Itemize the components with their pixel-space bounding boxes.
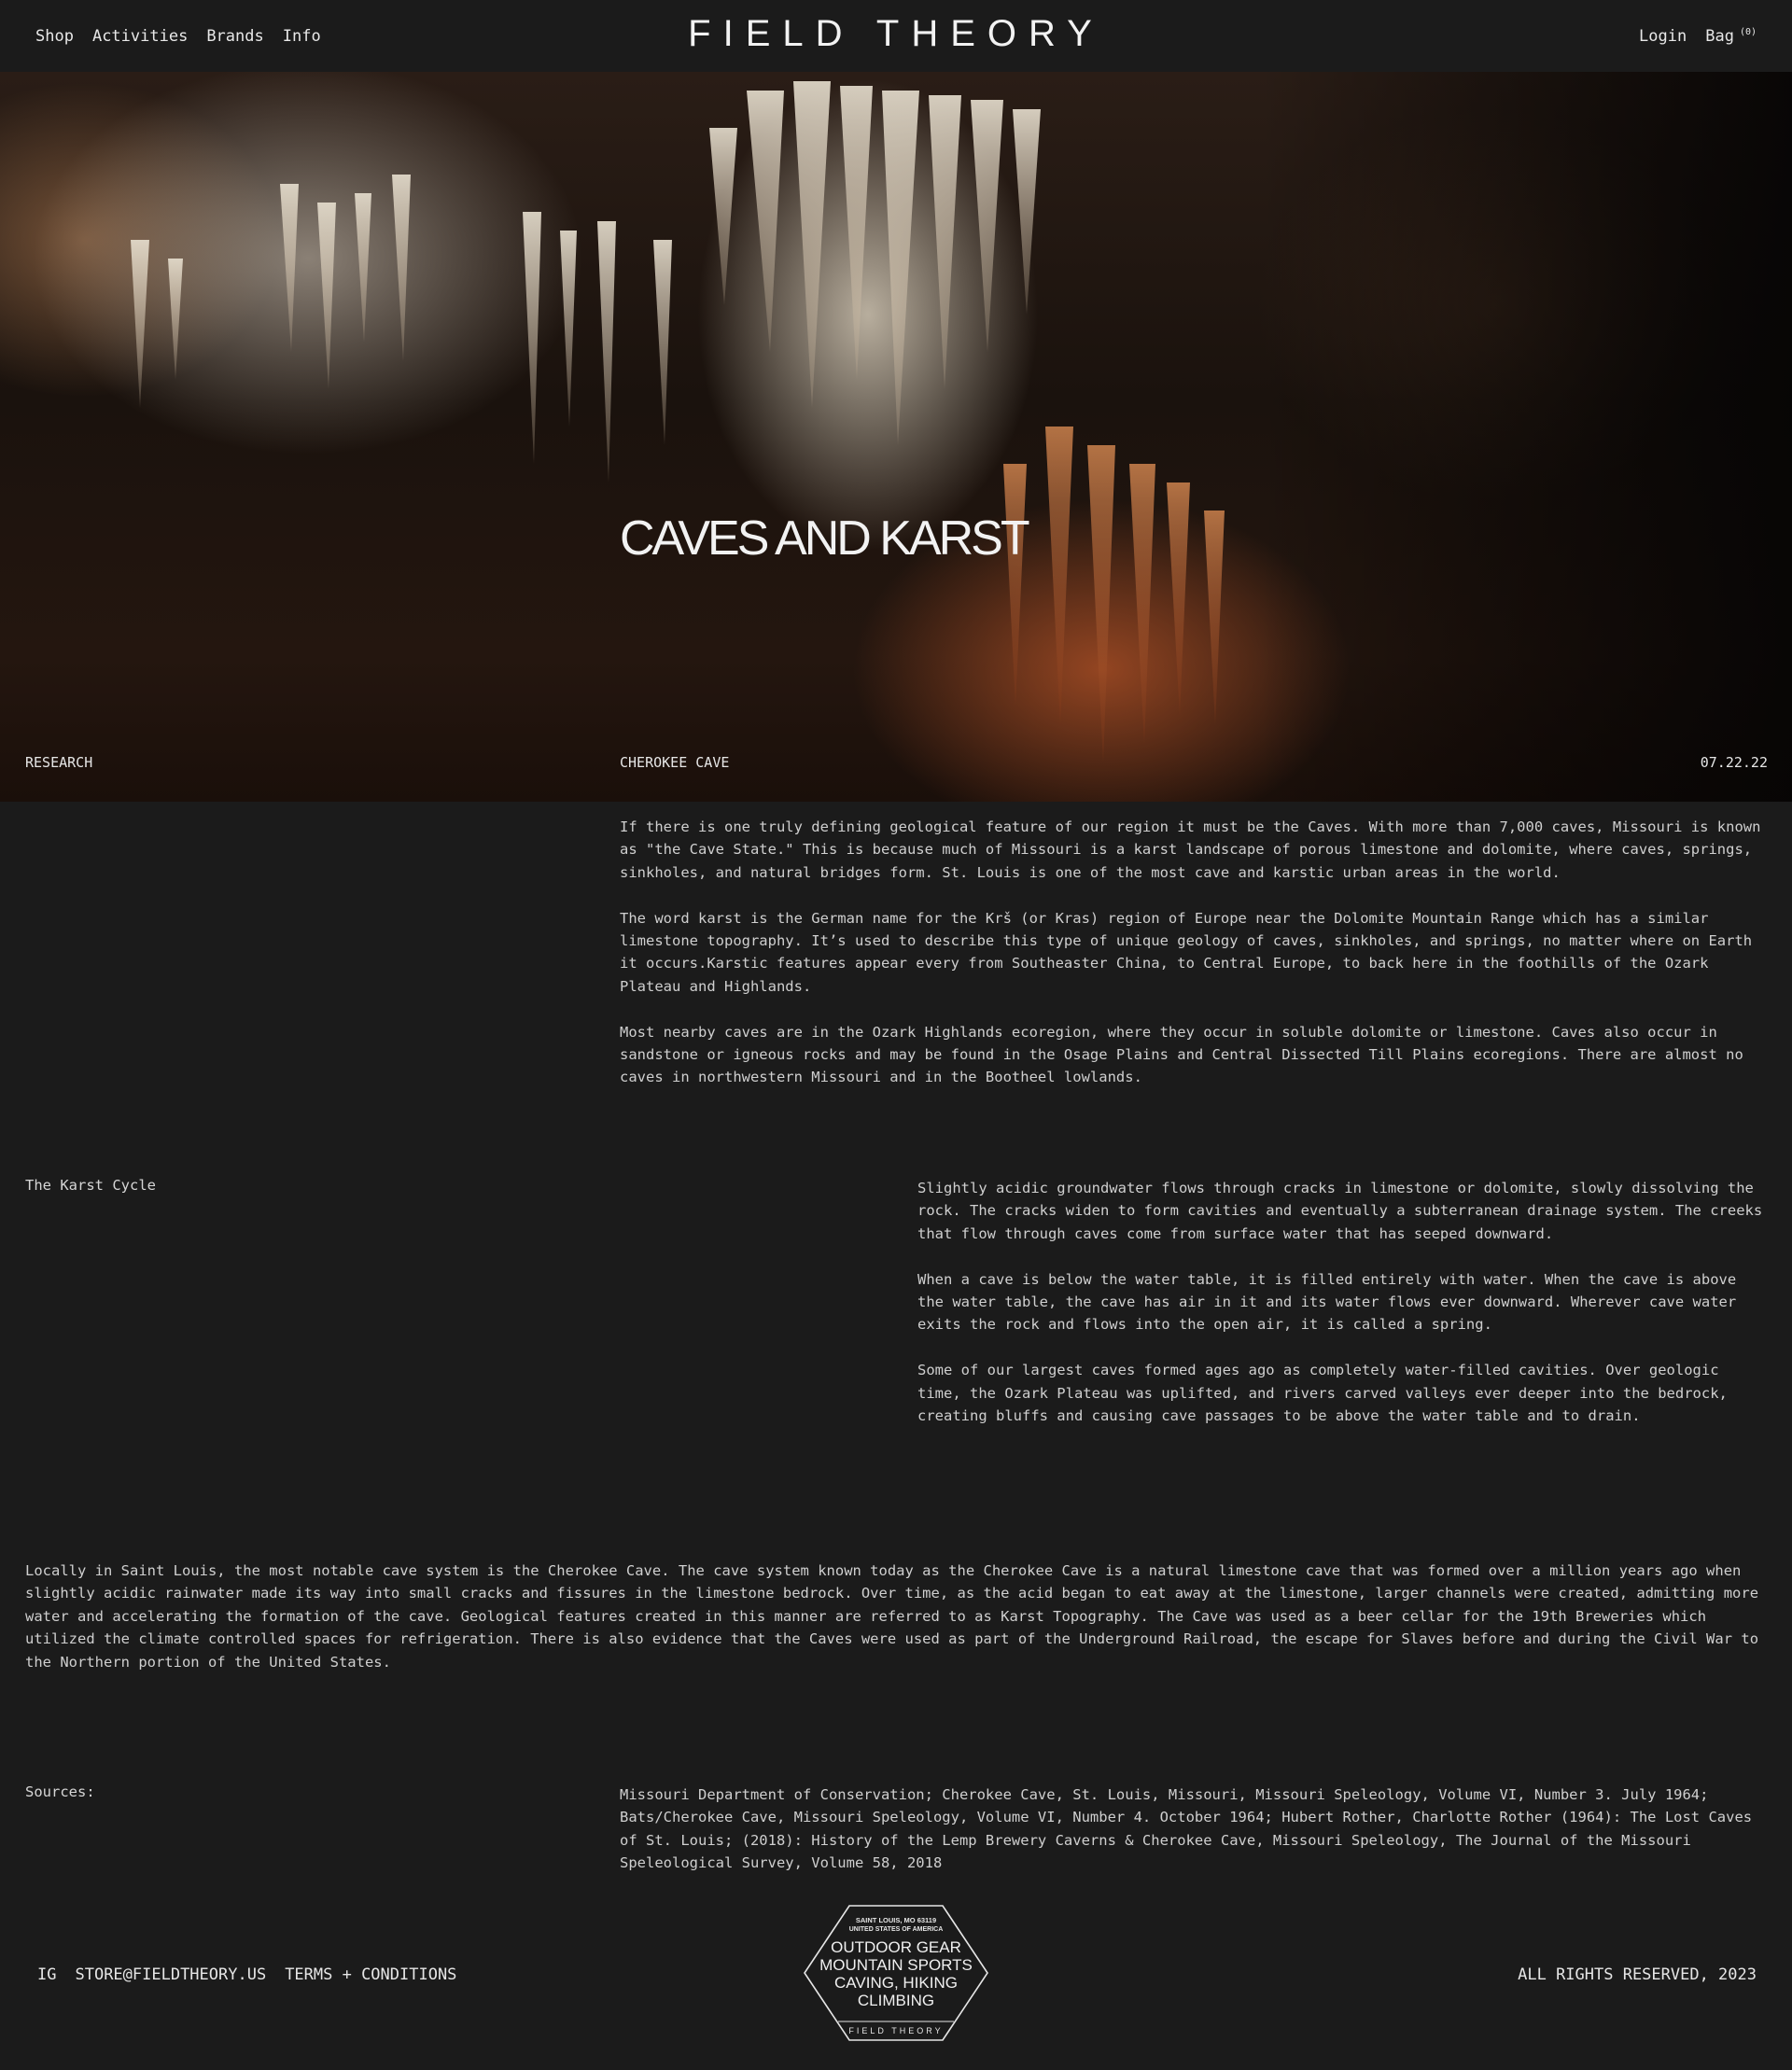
field-theory-badge-logo bbox=[803, 1904, 989, 2042]
copyright: ALL RIGHTS RESERVED, 2023 bbox=[1518, 1965, 1757, 1984]
intro-paragraph: The word karst is the German name for the Krš (or Kras) region of Europe near the Dolomite Mountain Range which has a similar limestone topography. It’s used to describe this type of unique geology of caves, sinkholes, and springs, no matter where on Earth it occurs.Karstic features appear every from Southeaster China, to Central Europe, to back here in the foothills of the Ozark Plateau and Highlands. bbox=[620, 909, 1753, 995]
site-header bbox=[0, 0, 1792, 72]
account-nav bbox=[1639, 27, 1757, 46]
sources-text bbox=[620, 1783, 1770, 1875]
intro-paragraph: If there is one truly defining geological feature of our region it must be the Caves. With more than 7,000 caves, Missouri is known as "the Cave State." This is because much of Missouri is a karst landscape of porous limestone and dolomite, where caves, springs, sinkholes, and natural bridges form. St. Louis is one of the most cave and karstic urban areas in the world. bbox=[620, 818, 1761, 881]
karst-cycle-label: The Karst Cycle bbox=[25, 1177, 156, 1194]
badge-line: CLIMBING bbox=[857, 1992, 935, 2009]
nav-info[interactable]: Info bbox=[282, 26, 321, 46]
bag-count: (0) bbox=[1739, 26, 1757, 37]
article-location: CHEROKEE CAVE bbox=[620, 754, 730, 771]
terms-link[interactable]: TERMS + CONDITIONS bbox=[285, 1965, 457, 1984]
badge-address-line2: UNITED STATES OF AMERICA bbox=[848, 1926, 944, 1933]
karst-paragraph: Slightly acidic groundwater flows through cracks in limestone or dolomite, slowly dissolving the rock. The cracks widen to form cavities and eventually a subterranean drainage system. The creeks that flow through caves come from surface water that has seeped downward. bbox=[917, 1180, 1763, 1242]
article-category[interactable]: RESEARCH bbox=[25, 754, 93, 771]
sources-label: Sources: bbox=[25, 1783, 95, 1800]
instagram-link[interactable]: IG bbox=[37, 1965, 57, 1984]
karst-paragraph: When a cave is below the water table, it is filled entirely with water. When the cave is above the water table, the cave has air in it and its water flows ever downward. Wherever cave water exits the rock and flows into the open air, it is called a spring. bbox=[917, 1270, 1737, 1334]
badge-line: OUTDOOR GEAR bbox=[831, 1938, 961, 1956]
nav-brands[interactable]: Brands bbox=[206, 26, 264, 46]
page-title: CAVES AND KARST bbox=[620, 511, 1028, 566]
login-link[interactable]: Login bbox=[1639, 26, 1687, 46]
local-paragraph: Locally in Saint Louis, the most notable cave system is the Cherokee Cave. The cave system known today as the Cherokee Cave is a natural limestone cave that was formed over a million years ago when slightly acidic rainwater made its way into small cracks and fissures in the limestone bedrock. Over time, as the acid began to eat away at the limestone, larger channels were created, admitting more water and accelerating the formation of the cave. Geological features created in this manner are referred to as Karst Topography. The Cave was used as a beer cellar for the 19th Breweries which utilized the climate controlled spaces for refrigeration. There is also evidence that the Caves were used as part of the Underground Railroad, the escape for Slaves before and during the Civil War to the Northern portion of the United States. bbox=[25, 1562, 1759, 1671]
email-link[interactable]: STORE@FIELDTHEORY.US bbox=[75, 1965, 267, 1984]
footer-links bbox=[37, 1965, 456, 1984]
cave-stalactites-illustration bbox=[0, 72, 1792, 802]
nav-activities[interactable]: Activities bbox=[91, 26, 189, 46]
site-logo[interactable]: FIELD THEORY bbox=[688, 13, 1104, 54]
badge-brand: FIELD THEORY bbox=[848, 2026, 944, 2035]
bag-link[interactable] bbox=[1705, 27, 1757, 46]
local-cave-text bbox=[25, 1559, 1769, 1673]
bag-label: Bag bbox=[1705, 26, 1734, 46]
badge-line: MOUNTAIN SPORTS bbox=[819, 1956, 973, 1974]
main-nav bbox=[35, 27, 321, 46]
hero-image bbox=[0, 72, 1792, 802]
sources-paragraph: Missouri Department of Conservation; Cherokee Cave, St. Louis, Missouri, Missouri Speleology, Volume VI, Number 3. July 1964; Bats/Cherokee Cave, Missouri Speleology, Volume VI, Number 4. October 1964; Hubert Rother, Charlotte Rother (1964): The Lost Caves of St. Louis; (2018): History of the Lemp Brewery Caverns & Cherokee Cave, Missouri Speleology, The Journal of the Missouri Speleological Survey, Volume 58, 2018 bbox=[620, 1786, 1753, 1872]
intro-text bbox=[620, 816, 1770, 1089]
badge-line: CAVING, HIKING bbox=[834, 1974, 958, 1992]
article-date: 07.22.22 bbox=[1700, 754, 1768, 771]
karst-cycle-text bbox=[917, 1177, 1769, 1427]
nav-shop[interactable]: Shop bbox=[35, 26, 74, 46]
intro-paragraph: Most nearby caves are in the Ozark Highlands ecoregion, where they occur in soluble dolomite or limestone. Caves also occur in sandstone or igneous rocks and may be found in the Osage Plains and Central Dissected Till Plains ecoregions. There are almost no caves in northwestern Missouri and in the Bootheel lowlands. bbox=[620, 1023, 1743, 1086]
badge-address-line1: SAINT LOUIS, MO 63119 bbox=[855, 1916, 937, 1924]
karst-paragraph: Some of our largest caves formed ages ago as completely water-filled cavities. Over geologic time, the Ozark Plateau was uplifted, and rivers carved valleys ever deeper into the bedrock, creating bluffs and causing cave passages to be above the water table and to drain. bbox=[917, 1362, 1728, 1425]
